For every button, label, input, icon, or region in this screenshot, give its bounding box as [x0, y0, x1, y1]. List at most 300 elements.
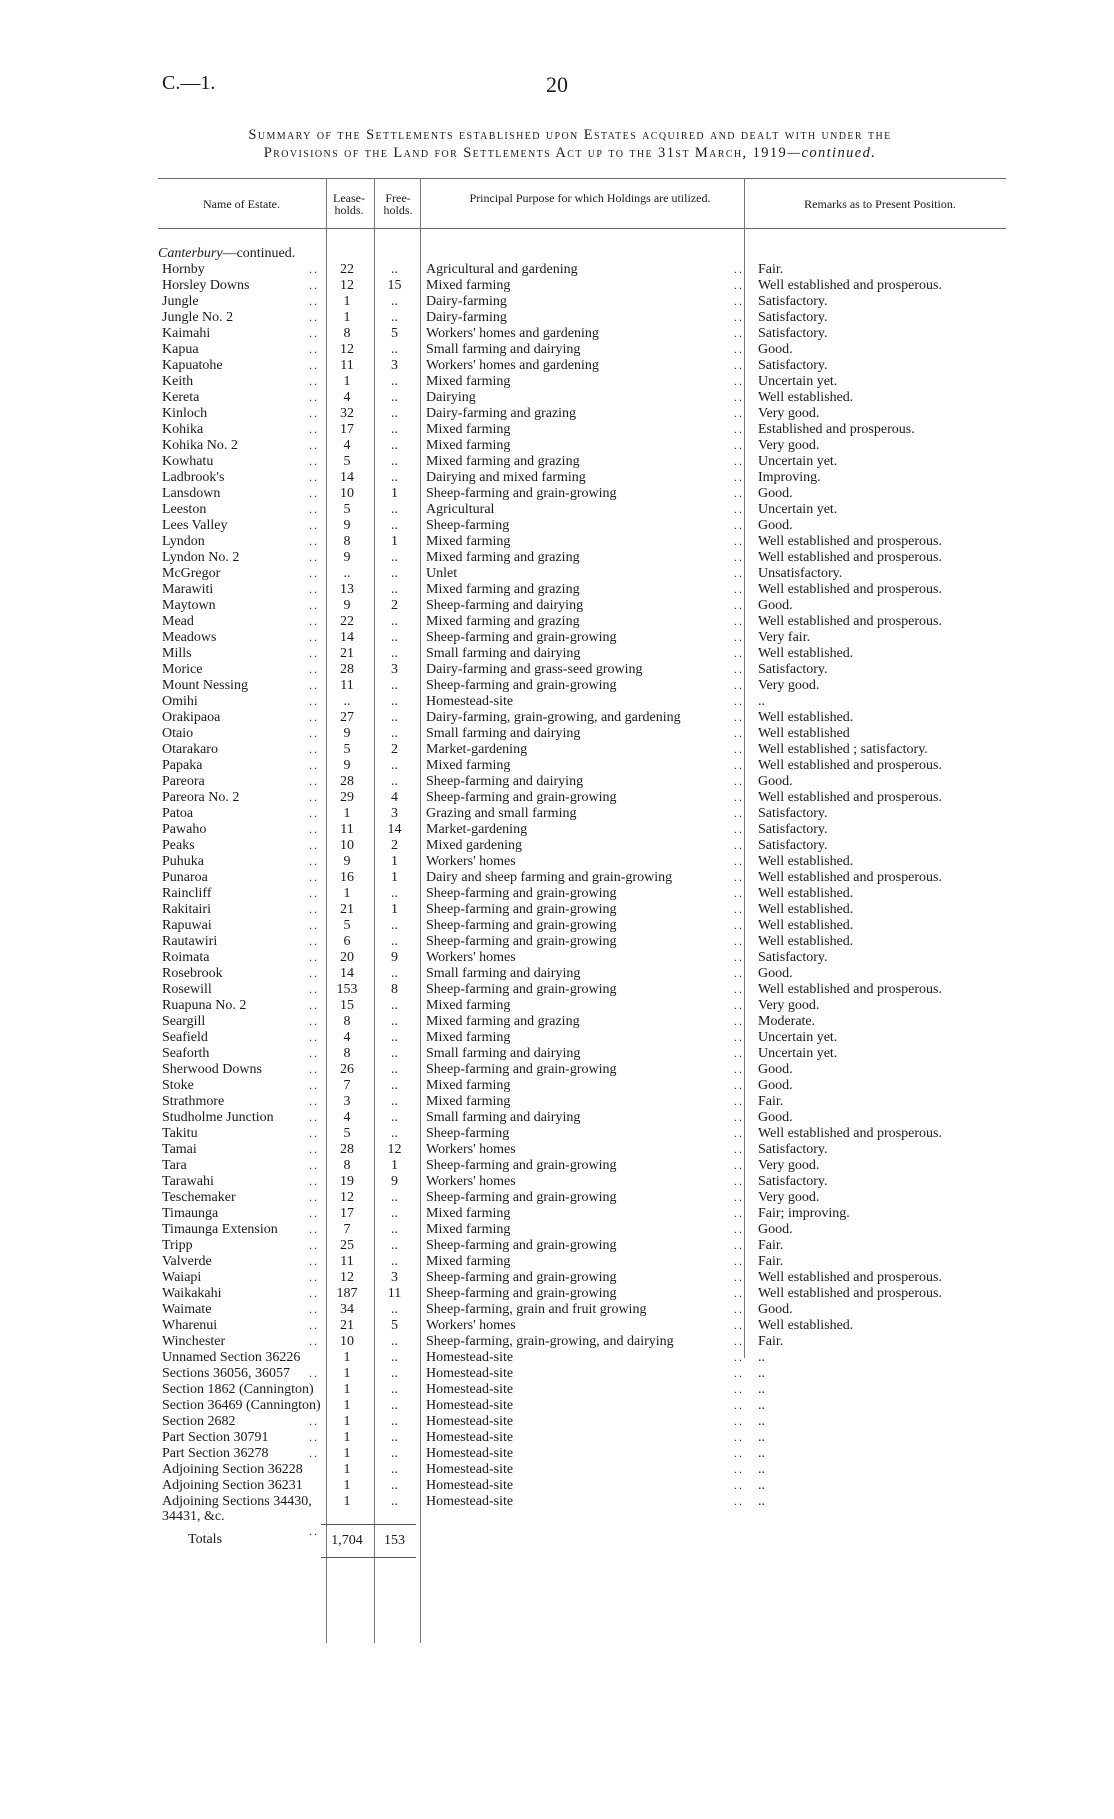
remarks-text: Well established and prosperous. — [758, 1270, 942, 1285]
purpose-text-label: Dairying and mixed farming — [426, 470, 586, 485]
table-row — [158, 1462, 1028, 1478]
section-region: Canterbury — [158, 246, 223, 261]
leaseholds-value: 1 — [343, 1462, 351, 1477]
leader-dots: .. — [734, 342, 744, 356]
table-row — [158, 1110, 1028, 1126]
estate-name-label: Omihi — [162, 694, 198, 709]
purpose-text — [416, 518, 746, 534]
estate-name-label: Unnamed Section 36226 — [162, 1350, 301, 1365]
table-row — [158, 1366, 1028, 1382]
purpose-text-label: Homestead-site — [426, 1366, 514, 1381]
estate-name — [158, 1382, 321, 1398]
estate-name-label: Timaunga Extension — [162, 1222, 278, 1237]
estate-name — [158, 742, 321, 758]
purpose-text — [416, 326, 746, 342]
leader-dots: .. — [309, 902, 319, 916]
purpose-text — [416, 470, 746, 486]
estate-name-label: Kowhatu — [162, 454, 214, 469]
leaseholds-value: 4 — [343, 1030, 351, 1045]
leader-dots: .. — [734, 1238, 744, 1252]
leader-dots: .. — [309, 774, 319, 788]
leader-dots: .. — [309, 390, 319, 404]
freeholds-value: 14 — [387, 822, 402, 837]
remarks-text: Moderate. — [758, 1014, 816, 1029]
purpose-text-label: Sheep-farming and grain-growing — [426, 934, 617, 949]
leaseholds-value: 22 — [340, 262, 354, 277]
remarks-text: Well established. — [758, 646, 854, 661]
table-row — [158, 406, 1028, 422]
leader-dots: .. — [734, 950, 744, 964]
freeholds-value: .. — [391, 998, 398, 1013]
estate-name — [158, 550, 321, 566]
purpose-text-label: Sheep-farming and grain-growing — [426, 630, 617, 645]
leader-dots: .. — [309, 726, 319, 740]
estate-name — [158, 790, 321, 806]
estate-name-label: Section 36469 (Cannington) — [162, 1398, 321, 1413]
estate-name — [158, 838, 321, 854]
estate-name-label: Stoke — [162, 1078, 194, 1093]
remarks-text: Well established ; satisfactory. — [758, 742, 928, 757]
table-row — [158, 1302, 1028, 1318]
leaseholds-value: 4 — [343, 1110, 351, 1125]
leader-dots: .. — [309, 326, 319, 340]
purpose-text — [416, 726, 746, 742]
leader-dots: .. — [309, 1206, 319, 1220]
leader-dots: .. — [734, 390, 744, 404]
freeholds-value: .. — [391, 1014, 398, 1029]
leader-dots: .. — [734, 662, 744, 676]
estate-name — [158, 1318, 321, 1334]
freeholds-value: 5 — [391, 1318, 398, 1333]
leader-dots: .. — [309, 1286, 319, 1300]
estate-name — [158, 1014, 321, 1030]
purpose-text — [416, 742, 746, 758]
freeholds-value: .. — [391, 1078, 398, 1093]
section-row — [158, 246, 1028, 262]
purpose-text — [416, 790, 746, 806]
leader-dots: .. — [309, 1318, 319, 1332]
estate-name — [158, 390, 321, 406]
remarks-text: Satisfactory. — [758, 310, 828, 325]
leader-dots: .. — [309, 1302, 319, 1316]
estate-name — [158, 902, 321, 918]
estate-name-label: Part Section 36278 — [162, 1446, 269, 1461]
estate-name — [158, 1270, 321, 1286]
leaseholds-value: 28 — [340, 1142, 354, 1157]
freeholds-value: .. — [391, 1414, 398, 1429]
leader-dots: .. — [309, 870, 319, 884]
estate-name-label: Otarakaro — [162, 742, 218, 757]
remarks-text: .. — [758, 1382, 765, 1397]
freeholds-value: .. — [391, 934, 398, 949]
leaseholds-value: 19 — [340, 1174, 354, 1189]
estate-name — [158, 1366, 321, 1382]
remarks-text: Well established and prosperous. — [758, 550, 942, 565]
leaseholds-value: 28 — [340, 662, 354, 677]
remarks-text: Uncertain yet. — [758, 1030, 838, 1045]
freeholds-value: 3 — [391, 1270, 398, 1285]
leaseholds-value: 27 — [340, 710, 354, 725]
freeholds-value: .. — [391, 1350, 398, 1365]
purpose-text-label: Small farming and dairying — [426, 966, 581, 981]
estate-name-label: Takitu — [162, 1126, 198, 1141]
purpose-text — [416, 294, 746, 310]
leader-dots: .. — [734, 1334, 744, 1348]
estate-name — [158, 566, 321, 582]
table-row — [158, 582, 1028, 598]
purpose-text — [416, 1494, 746, 1524]
purpose-text-label: Sheep-farming — [426, 518, 510, 533]
leader-dots: .. — [734, 310, 744, 324]
remarks-text: Very good. — [758, 438, 820, 453]
estate-name — [158, 326, 321, 342]
purpose-text — [416, 486, 746, 502]
purpose-text-label: Unlet — [426, 566, 458, 581]
leader-dots: .. — [734, 1110, 744, 1124]
totals-label — [158, 1524, 321, 1557]
table-row — [158, 1270, 1028, 1286]
leader-dots: .. — [309, 598, 319, 612]
freeholds-value: 1 — [391, 534, 398, 549]
remarks-text: Fair. — [758, 262, 784, 277]
freeholds-value: .. — [391, 1430, 398, 1445]
freeholds-value: .. — [391, 1334, 398, 1349]
leader-dots: .. — [734, 326, 744, 340]
remarks-text: Satisfactory. — [758, 950, 828, 965]
purpose-text-label: Mixed farming and grazing — [426, 1014, 580, 1029]
purpose-text-label: Mixed farming and grazing — [426, 582, 580, 597]
freeholds-value: .. — [391, 1398, 398, 1413]
leaseholds-value: 11 — [340, 358, 354, 373]
estate-name — [158, 1430, 321, 1446]
leader-dots: .. — [309, 1014, 319, 1028]
estate-name — [158, 598, 321, 614]
remarks-text: Unsatisfactory. — [758, 566, 843, 581]
freeholds-value: .. — [391, 406, 398, 421]
estate-name — [158, 822, 321, 838]
table-row — [158, 1446, 1028, 1462]
estate-name — [158, 1446, 321, 1462]
table-row — [158, 550, 1028, 566]
estate-name — [158, 1126, 321, 1142]
remarks-text: Uncertain yet. — [758, 374, 838, 389]
table-row — [158, 1174, 1028, 1190]
leaseholds-value: 5 — [343, 502, 351, 517]
estate-name — [158, 758, 321, 774]
table-row — [158, 934, 1028, 950]
leaseholds-value: 10 — [340, 486, 354, 501]
leader-dots: .. — [734, 838, 744, 852]
table-row — [158, 966, 1028, 982]
leader-dots: .. — [309, 566, 319, 580]
freeholds-value: .. — [391, 390, 398, 405]
purpose-text — [416, 902, 746, 918]
estate-name — [158, 918, 321, 934]
purpose-text-label: Mixed farming — [426, 758, 511, 773]
estate-name — [158, 1478, 321, 1494]
leader-dots: .. — [734, 502, 744, 516]
leader-dots: .. — [734, 1190, 744, 1204]
remarks-text: Good. — [758, 1302, 793, 1317]
purpose-text — [416, 358, 746, 374]
purpose-text — [416, 1078, 746, 1094]
leader-dots: .. — [309, 998, 319, 1012]
leaseholds-value: 21 — [340, 1318, 354, 1333]
freeholds-value: .. — [391, 1094, 398, 1109]
leaseholds-value: 5 — [343, 918, 351, 933]
purpose-text-label: Mixed farming — [426, 534, 511, 549]
estate-name-label: Tamai — [162, 1142, 197, 1157]
purpose-text — [416, 1238, 746, 1254]
leaseholds-value: 21 — [340, 902, 354, 917]
leader-dots: .. — [734, 1030, 744, 1044]
remarks-text: Well established. — [758, 1318, 854, 1333]
estate-name — [158, 950, 321, 966]
leader-dots: .. — [734, 966, 744, 980]
remarks-text: Very good. — [758, 406, 820, 421]
purpose-text-label: Homestead-site — [426, 1462, 514, 1477]
estate-name — [158, 262, 321, 278]
remarks-text: Good. — [758, 1062, 793, 1077]
remarks-text: .. — [758, 1414, 765, 1429]
purpose-text-label: Workers' homes and gardening — [426, 358, 599, 373]
leader-dots: .. — [309, 1254, 319, 1268]
leader-dots: .. — [734, 646, 744, 660]
remarks-text: Good. — [758, 1222, 793, 1237]
leader-dots: .. — [309, 678, 319, 692]
remarks-text: Uncertain yet. — [758, 454, 838, 469]
leader-dots: .. — [309, 886, 319, 900]
leader-dots: .. — [309, 422, 319, 436]
freeholds-value: 12 — [387, 1142, 402, 1157]
purpose-text-label: Mixed farming — [426, 374, 511, 389]
leaseholds-value: .. — [343, 694, 351, 709]
purpose-text — [416, 662, 746, 678]
purpose-text — [416, 550, 746, 566]
leaseholds-value: 20 — [340, 950, 354, 965]
freeholds-value: .. — [391, 470, 398, 485]
table-row — [158, 1350, 1028, 1366]
purpose-text-label: Homestead-site — [426, 1446, 514, 1461]
purpose-text — [416, 1382, 746, 1398]
leader-dots: .. — [734, 678, 744, 692]
table-row — [158, 630, 1028, 646]
table-row — [158, 1494, 1028, 1524]
remarks-text: .. — [758, 1366, 765, 1381]
estate-name-label: Wharenui — [162, 1318, 218, 1333]
purpose-text — [416, 262, 746, 278]
leader-dots: .. — [309, 1334, 319, 1348]
purpose-text-label: Mixed farming — [426, 1094, 511, 1109]
leaseholds-value: 9 — [343, 598, 351, 613]
leaseholds-value: 8 — [343, 534, 351, 549]
purpose-text-label: Sheep-farming and grain-growing — [426, 1190, 617, 1205]
leaseholds-value: 9 — [343, 550, 351, 565]
table-row — [158, 1334, 1028, 1350]
leader-dots: .. — [734, 1446, 744, 1460]
leader-dots: .. — [309, 310, 319, 324]
estate-name-label: Keith — [162, 374, 194, 389]
leader-dots: .. — [734, 1494, 744, 1508]
leader-dots: .. — [309, 1126, 319, 1140]
estate-name-label: Leeston — [162, 502, 207, 517]
leader-dots: .. — [309, 1062, 319, 1076]
leader-dots: .. — [734, 294, 744, 308]
leaseholds-value: 1 — [343, 1478, 351, 1493]
leader-dots: .. — [734, 1014, 744, 1028]
freeholds-value: 2 — [391, 598, 398, 613]
leader-dots: .. — [309, 1158, 319, 1172]
estate-name-label: Seaforth — [162, 1046, 210, 1061]
leader-dots: .. — [734, 566, 744, 580]
remarks-text: Good. — [758, 966, 793, 981]
freeholds-value: 1 — [391, 1158, 398, 1173]
leader-dots: .. — [309, 1046, 319, 1060]
leader-dots: .. — [309, 262, 319, 276]
leader-dots: .. — [734, 518, 744, 532]
purpose-text-label: Sheep-farming and grain-growing — [426, 790, 617, 805]
freeholds-value: 9 — [391, 1174, 398, 1189]
leaseholds-value: 15 — [340, 998, 354, 1013]
estate-name — [158, 406, 321, 422]
estate-name — [158, 886, 321, 902]
remarks-text: Good. — [758, 1110, 793, 1125]
freeholds-value: .. — [391, 694, 398, 709]
purpose-text — [416, 454, 746, 470]
leaseholds-value: 21 — [340, 646, 354, 661]
table-row — [158, 1382, 1028, 1398]
leaseholds-value: 26 — [340, 1062, 354, 1077]
table-row — [158, 982, 1028, 998]
leader-dots: .. — [734, 1046, 744, 1060]
freeholds-value: .. — [391, 758, 398, 773]
purpose-text — [416, 774, 746, 790]
estate-name-label: Ladbrook's — [162, 470, 225, 485]
purpose-text — [416, 1190, 746, 1206]
table-row — [158, 358, 1028, 374]
leader-dots: .. — [309, 1222, 319, 1236]
table-row — [158, 710, 1028, 726]
leader-dots: .. — [734, 774, 744, 788]
purpose-text — [416, 1462, 746, 1478]
leader-dots: .. — [734, 742, 744, 756]
estate-name — [158, 486, 321, 502]
leaseholds-value: 5 — [343, 454, 351, 469]
leaseholds-value: 9 — [343, 518, 351, 533]
freeholds-value: .. — [391, 1462, 398, 1477]
leaseholds-value: 28 — [340, 774, 354, 789]
freeholds-value: .. — [391, 454, 398, 469]
purpose-text-label: Workers' homes and gardening — [426, 326, 599, 341]
remarks-text: Well established and prosperous. — [758, 1126, 942, 1141]
table-row — [158, 1222, 1028, 1238]
estate-name — [158, 1158, 321, 1174]
estate-name-label: Mead — [162, 614, 194, 629]
purpose-text-label: Workers' homes — [426, 854, 516, 869]
leaseholds-value: 32 — [340, 406, 354, 421]
purpose-text — [416, 1174, 746, 1190]
purpose-text-label: Small farming and dairying — [426, 342, 581, 357]
purpose-text-label: Dairy-farming — [426, 310, 507, 325]
freeholds-value: 5 — [391, 326, 398, 341]
remarks-text: Fair. — [758, 1334, 784, 1349]
remarks-text: Established and prosperous. — [758, 422, 915, 437]
estate-name — [158, 1222, 321, 1238]
purpose-text-label: Mixed farming — [426, 1030, 511, 1045]
settlements-table — [158, 246, 1028, 1558]
purpose-text — [416, 1014, 746, 1030]
purpose-text — [416, 566, 746, 582]
leaseholds-value: 14 — [340, 630, 354, 645]
remarks-text: Fair. — [758, 1254, 784, 1269]
leaseholds-value: 9 — [343, 854, 351, 869]
leader-dots: .. — [309, 1174, 319, 1188]
leader-dots: .. — [734, 1318, 744, 1332]
estate-name-label: Puhuka — [162, 854, 204, 869]
estate-name — [158, 726, 321, 742]
remarks-text: Well established — [758, 726, 850, 741]
leaseholds-value: 1 — [343, 806, 351, 821]
leader-dots: .. — [309, 342, 319, 356]
table-row — [158, 262, 1028, 278]
remarks-text: Well established and prosperous. — [758, 582, 942, 597]
purpose-text — [416, 710, 746, 726]
leader-dots: .. — [309, 966, 319, 980]
estate-name-label: Studholme Junction — [162, 1110, 274, 1125]
col-head-name: Name of Estate. — [203, 197, 280, 211]
leader-dots: .. — [734, 1078, 744, 1092]
estate-name-label: Raincliff — [162, 886, 212, 901]
remarks-text: Good. — [758, 486, 793, 501]
estate-name-label: Section 1862 (Cannington) — [162, 1382, 314, 1397]
purpose-text-label: Dairy-farming — [426, 294, 507, 309]
freeholds-value: 8 — [391, 982, 398, 997]
purpose-text-label: Sheep-farming and dairying — [426, 598, 584, 613]
purpose-text-label: Grazing and small farming — [426, 806, 577, 821]
table-row — [158, 1126, 1028, 1142]
estate-name — [158, 710, 321, 726]
leader-dots: .. — [734, 886, 744, 900]
leaseholds-value: 8 — [343, 1046, 351, 1061]
estate-name-label: Sections 36056, 36057 — [162, 1366, 290, 1381]
table-row — [158, 454, 1028, 470]
table-row — [158, 774, 1028, 790]
estate-name-label: Part Section 30791 — [162, 1430, 269, 1445]
freeholds-value: 15 — [387, 278, 402, 293]
freeholds-value: .. — [391, 262, 398, 277]
remarks-text: Satisfactory. — [758, 662, 828, 677]
freeholds-value: .. — [391, 678, 398, 693]
leader-dots: .. — [309, 934, 319, 948]
estate-name-label: Tara — [162, 1158, 187, 1173]
estate-name-label: Orakipaoa — [162, 710, 221, 725]
estate-name-label: Lees Valley — [162, 518, 228, 533]
estate-name-label: Waiapi — [162, 1270, 202, 1285]
leader-dots: .. — [734, 598, 744, 612]
freeholds-value: .. — [391, 1126, 398, 1141]
leader-dots: .. — [734, 1462, 744, 1476]
estate-name — [158, 1398, 321, 1414]
leaseholds-value: 12 — [340, 342, 354, 357]
leader-dots: .. — [734, 710, 744, 724]
leaseholds-value: 8 — [343, 326, 351, 341]
table-row — [158, 918, 1028, 934]
purpose-text — [416, 1222, 746, 1238]
leader-dots: .. — [309, 662, 319, 676]
remarks-text: Satisfactory. — [758, 358, 828, 373]
purpose-text — [416, 1158, 746, 1174]
remarks-text: Well established. — [758, 390, 854, 405]
